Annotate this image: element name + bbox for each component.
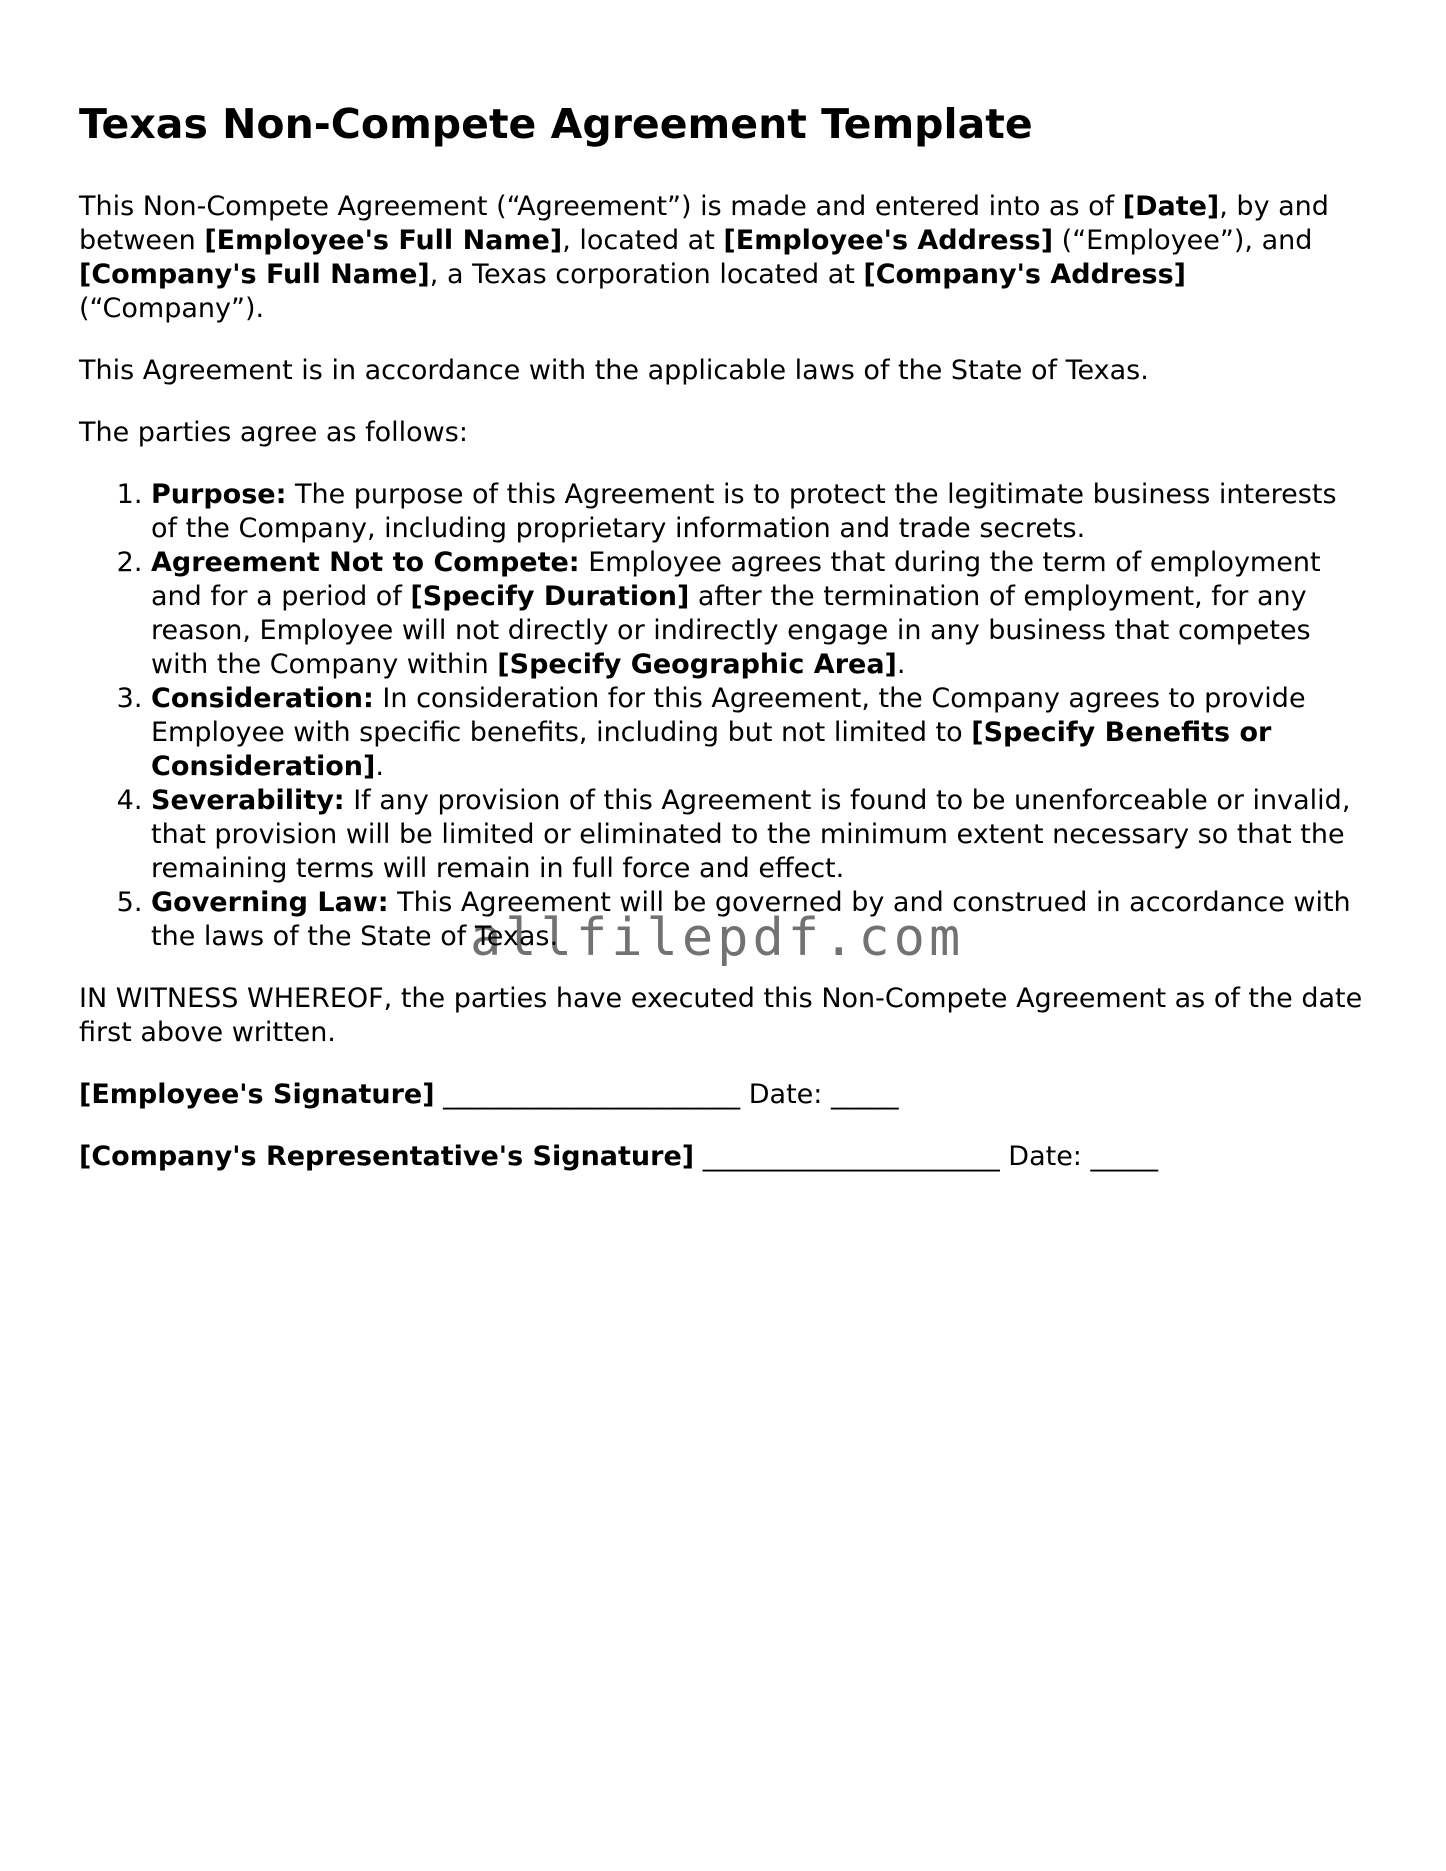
employee-name-field: [Employee's Full Name]: [204, 225, 563, 256]
date-field: [Date]: [1122, 191, 1220, 222]
clause-severability: 4. Severability: If any provision of this Agreement is found to be unenforceable or invalid, that provision will be limited or eliminated to the minimum extent necessary so that the remaining terms will remain in full force and effect.: [151, 784, 1369, 886]
employee-signature-line: [79, 1078, 1369, 1112]
signature-blank: ______________________ Date: _____: [694, 1141, 1158, 1172]
signature-blank: ______________________ Date: _____: [434, 1079, 899, 1110]
clause-heading: Purpose:: [151, 479, 287, 510]
benefits-field: [Specify Benefits or Consideration]: [151, 717, 1272, 782]
geographic-area-field: [Specify Geographic Area]: [497, 649, 897, 680]
company-signature-label: [Company's Representative's Signature]: [79, 1141, 695, 1172]
accordance-paragraph: This Agreement is in accordance with the applicable laws of the State of Texas.: [79, 355, 1149, 386]
intro-paragraph: This Non-Compete Agreement (“Agreement”) is made and entered into as of [Date], by and between [Employee's Full Name], located at [Employee's Address] (“Employee”), and [Company's Full Name], a Texas corporation located at [Company's Address] (“Company”).: [79, 191, 1329, 324]
clause-not-to-compete: 2. Agreement Not to Compete: Employee agrees that during the term of employment and for a period of [Specify Duration] after the termination of employment, for any reason, Employee will not directly or indirectly engage in any business that competes with the Company within [Specify Geographic Area].: [151, 546, 1369, 682]
clause-list: [79, 478, 1369, 954]
employee-address-field: [Employee's Address]: [723, 225, 1054, 256]
clause-heading: Consideration:: [151, 683, 374, 714]
clause-heading: Governing Law:: [151, 887, 389, 918]
clause-consideration: 3. Consideration: In consideration for this Agreement, the Company agrees to provide Employee with specific benefits, including but not limited to [Specify Benefits or Consideration].: [151, 682, 1369, 784]
watermark: allfilepdf.com: [470, 908, 965, 968]
clause-governing-law: 5. Governing Law: This Agreement will be governed by and construed in accordance with the laws of the State of Texas.: [151, 886, 1369, 954]
company-signature-line: [79, 1140, 1369, 1174]
witness-paragraph: IN WITNESS WHEREOF, the parties have executed this Non-Compete Agreement as of the date first above written.: [79, 983, 1363, 1048]
clause-purpose: 1. Purpose: The purpose of this Agreement is to protect the legitimate business interests of the Company, including proprietary information and trade secrets.: [151, 478, 1369, 546]
employee-signature-label: [Employee's Signature]: [79, 1079, 435, 1110]
document-page: [79, 96, 1369, 1202]
company-name-field: [Company's Full Name]: [79, 259, 430, 290]
duration-field: [Specify Duration]: [410, 581, 690, 612]
clause-heading: Agreement Not to Compete:: [151, 547, 580, 578]
company-address-field: [Company's Address]: [863, 259, 1187, 290]
parties-agree-paragraph: The parties agree as follows:: [79, 417, 468, 448]
document-title: Texas Non-Compete Agreement Template: [79, 100, 1033, 148]
clause-heading: Severability:: [151, 785, 345, 816]
